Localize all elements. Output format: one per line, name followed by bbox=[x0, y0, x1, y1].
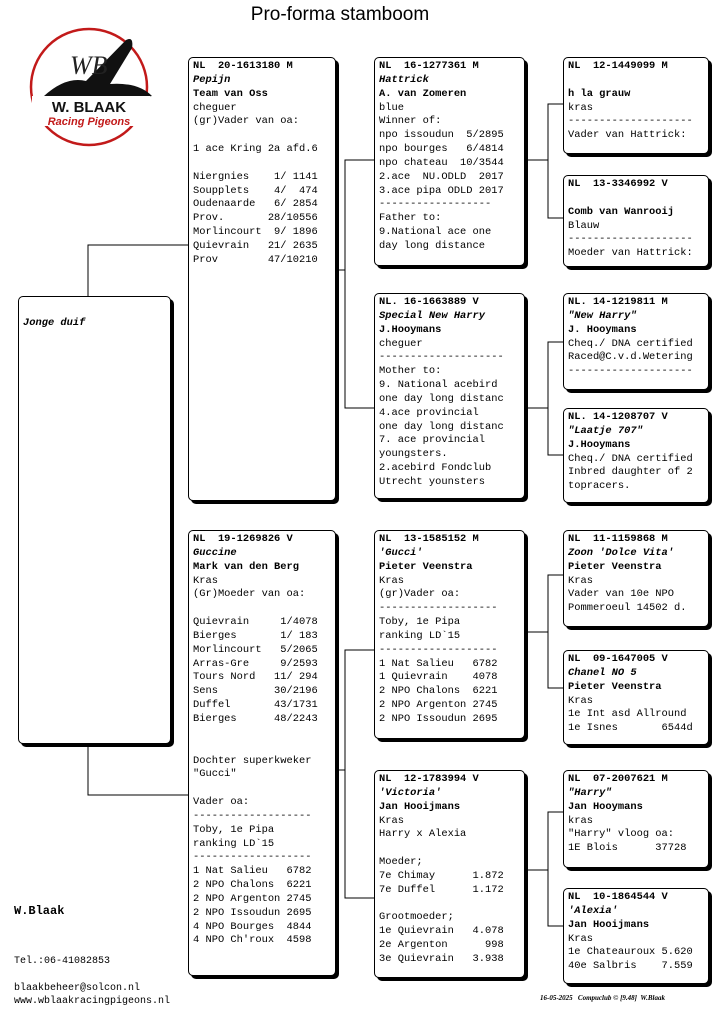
card-line: Comb van Wanrooij bbox=[568, 205, 675, 218]
card-sire-sire-sire bbox=[563, 57, 709, 154]
card-line: ranking LD`15 bbox=[379, 629, 461, 642]
card-line: Chanel NO 5 bbox=[568, 666, 637, 679]
card-line: "New Harry" bbox=[568, 309, 637, 322]
card-line: ------------------- bbox=[193, 851, 312, 864]
card-line: Moeder; bbox=[379, 856, 423, 869]
card-line: Quievrain 21/ 2635 bbox=[193, 239, 318, 252]
card-sire-dam-dam bbox=[563, 408, 709, 503]
card-line: (Gr)Moeder van oa: bbox=[193, 588, 306, 601]
card-dam-sire bbox=[374, 530, 525, 739]
footer-software: Compuclub © [9.48] bbox=[577, 994, 638, 1002]
card-line: youngsters. bbox=[379, 448, 448, 461]
card-line: A. van Zomeren bbox=[379, 87, 467, 100]
card-line bbox=[193, 129, 331, 143]
ring-number: NL 16-1277361 M bbox=[379, 60, 479, 72]
ring-number: NL 13-1585152 M bbox=[379, 533, 479, 545]
card-line: 3.ace pipa ODLD 2017 bbox=[379, 184, 504, 197]
page-title: Pro-forma stamboom bbox=[250, 4, 430, 25]
card-line: 1 Quievrain 4078 bbox=[379, 671, 498, 684]
card-line: Mother to: bbox=[379, 365, 442, 378]
card-line bbox=[568, 192, 704, 206]
card-line: 9.National ace one bbox=[379, 226, 492, 239]
card-line bbox=[193, 727, 331, 741]
card-line: 2e Argenton 998 bbox=[379, 939, 504, 952]
card-line: Toby, 1e Pipa bbox=[193, 823, 275, 836]
card-line: 'Alexia' bbox=[568, 904, 618, 917]
card-line: 40e Salbris 7.559 bbox=[568, 960, 693, 973]
card-line: Arras-Gre 9/2593 bbox=[193, 657, 318, 670]
card-line: Bierges 48/2243 bbox=[193, 712, 318, 725]
card-line: Raced@C.v.d.Wetering bbox=[568, 351, 693, 364]
card-line: 9. National acebird bbox=[379, 379, 498, 392]
card-line bbox=[379, 842, 520, 856]
card-line: Pepijn bbox=[193, 73, 231, 86]
card-line: 1 Nat Salieu 6782 bbox=[379, 657, 498, 670]
ring-number: NL 11-1159868 M bbox=[568, 533, 668, 545]
card-line: 1e Isnes 6544d bbox=[568, 722, 693, 735]
svg-text:WB: WB bbox=[70, 51, 108, 80]
card-line: 2.acebird Fondclub bbox=[379, 462, 492, 475]
card-sire-sire bbox=[374, 57, 525, 266]
footer bbox=[540, 994, 665, 1002]
card-line: J. Hooymans bbox=[568, 323, 637, 336]
card-line: Dochter superkweker bbox=[193, 754, 312, 767]
card-line: Jan Hooymans bbox=[568, 800, 643, 813]
card-line: Pieter Veenstra bbox=[379, 560, 473, 573]
card-line: "Harry" bbox=[568, 786, 612, 799]
card-line: Kras bbox=[568, 694, 593, 707]
card-line: 1e Quievrain 4.078 bbox=[379, 925, 504, 938]
card-line: 2 NPO Issoudun 2695 bbox=[193, 906, 312, 919]
card-dam-dam-sire bbox=[563, 770, 709, 868]
card-sire bbox=[188, 57, 336, 501]
ring-number: NL 07-2007621 M bbox=[568, 773, 668, 785]
card-line: Morlincourt 9/ 1896 bbox=[193, 226, 318, 239]
card-line: Inbred daughter of 2 bbox=[568, 466, 693, 479]
card-line: 'Gucci' bbox=[379, 546, 423, 559]
card-line: -------------------- bbox=[568, 365, 693, 378]
card-sire-sire-dam bbox=[563, 175, 709, 267]
card-line: Harry x Alexia bbox=[379, 828, 467, 841]
ring-number: NL. 16-1663889 V bbox=[379, 296, 479, 308]
card-line: Pieter Veenstra bbox=[568, 680, 662, 693]
card-line: 2 NPO Issoudun 2695 bbox=[379, 712, 498, 725]
card-line: Jan Hooijmans bbox=[379, 800, 461, 813]
card-line: Kras bbox=[193, 574, 218, 587]
card-line: Blauw bbox=[568, 219, 600, 232]
card-line: 7. ace provincial bbox=[379, 434, 486, 447]
footer-date: 16-05-2025 bbox=[540, 994, 573, 1002]
card-line: h la grauw bbox=[568, 87, 631, 100]
logo-tagline: Racing Pigeons bbox=[47, 116, 131, 128]
card-line: 4.ace provincial bbox=[379, 406, 479, 419]
card-line: 1 Nat Salieu 6782 bbox=[193, 865, 312, 878]
card-line bbox=[193, 782, 331, 796]
ring-number: NL 10-1864544 V bbox=[568, 891, 668, 903]
card-line: Oudenaarde 6/ 2854 bbox=[193, 198, 318, 211]
card-line bbox=[193, 602, 331, 616]
card-line: Kras bbox=[568, 932, 593, 945]
card-line: Jan Hooijmans bbox=[568, 918, 650, 931]
card-line: "Gucci" bbox=[193, 768, 237, 781]
card-sire-dam bbox=[374, 293, 525, 499]
ring-number: NL. 14-1219811 M bbox=[568, 296, 668, 308]
card-line: J.Hooymans bbox=[568, 438, 631, 451]
card-line: Cheq./ DNA certified bbox=[568, 337, 693, 350]
card-line: Pieter Veenstra bbox=[568, 560, 662, 573]
card-line: 2 NPO Chalons 6221 bbox=[193, 879, 312, 892]
card-line: one day long distanc bbox=[379, 420, 504, 433]
card-line: 7e Chimay 1.872 bbox=[379, 869, 504, 882]
card-line: blue bbox=[379, 101, 404, 114]
card-line: kras bbox=[568, 101, 593, 114]
card-line: "Laatje 707" bbox=[568, 424, 643, 437]
card-line: (gr)Vader van oa: bbox=[193, 115, 300, 128]
card-line bbox=[193, 157, 331, 171]
card-line: Mark van den Berg bbox=[193, 560, 300, 573]
card-line: 2.ace NU.ODLD 2017 bbox=[379, 170, 504, 183]
card-line: -------------------- bbox=[568, 233, 693, 246]
card-line: Kras bbox=[379, 574, 404, 587]
card-dam-sire-sire bbox=[563, 530, 709, 627]
card-line: Pommeroeul 14502 d. bbox=[568, 602, 687, 615]
owner-name: W.Blaak bbox=[14, 904, 65, 918]
card-line: J.Hooymans bbox=[379, 323, 442, 336]
card-line: Team van Oss bbox=[193, 87, 268, 100]
card-line: Cheq./ DNA certified bbox=[568, 452, 693, 465]
card-line: ------------------- bbox=[379, 602, 498, 615]
card-dam-sire-dam bbox=[563, 650, 709, 745]
card-line: Moeder van Hattrick: bbox=[568, 247, 693, 260]
card-line: 2 NPO Argenton 2745 bbox=[379, 699, 498, 712]
ring-number: NL 20-1613180 M bbox=[193, 60, 293, 72]
card-line: topracers. bbox=[568, 480, 631, 493]
card-line: npo chateau 10/3544 bbox=[379, 156, 504, 169]
card-line: 2 NPO Chalons 6221 bbox=[379, 685, 498, 698]
card-sire-dam-sire bbox=[563, 293, 709, 390]
owner-website[interactable]: www.wblaakracingpigeons.nl bbox=[14, 996, 171, 1007]
card-line: -------------------- bbox=[379, 351, 504, 364]
card-line: kras bbox=[568, 814, 593, 827]
ring-number: NL 13-3346992 V bbox=[568, 178, 668, 190]
card-line: 2 NPO Argenton 2745 bbox=[193, 892, 312, 905]
card-line: Vader van Hattrick: bbox=[568, 129, 687, 142]
card-dam-dam bbox=[374, 770, 525, 978]
card-line: npo issoudun 5/2895 bbox=[379, 129, 504, 142]
card-line: Tours Nord 11/ 294 bbox=[193, 671, 318, 684]
card-line: Guccine bbox=[193, 546, 237, 559]
card-line: ranking LD`15 bbox=[193, 837, 275, 850]
card-line bbox=[193, 741, 331, 755]
card-line: Utrecht younsters bbox=[379, 475, 486, 488]
card-line: Zoon 'Dolce Vita' bbox=[568, 546, 675, 559]
card-line: ------------------- bbox=[379, 643, 498, 656]
card-line: Winner of: bbox=[379, 115, 442, 128]
card-subject bbox=[18, 296, 171, 744]
subject-label: Jonge duif bbox=[23, 317, 86, 329]
card-line: Kras bbox=[568, 574, 593, 587]
card-line: one day long distanc bbox=[379, 392, 504, 405]
card-line: day long distance bbox=[379, 239, 486, 252]
owner-email[interactable]: blaakbeheer@solcon.nl bbox=[14, 983, 141, 994]
card-line: Vader oa: bbox=[193, 796, 250, 809]
card-line: Kras bbox=[379, 814, 404, 827]
card-line: Hattrick bbox=[379, 73, 429, 86]
card-line: Toby, 1e Pipa bbox=[379, 616, 461, 629]
card-line: Vader van 10e NPO bbox=[568, 588, 675, 601]
card-line: (gr)Vader oa: bbox=[379, 588, 461, 601]
card-line: 4 NPO Bourges 4844 bbox=[193, 920, 312, 933]
card-line: Father to: bbox=[379, 212, 442, 225]
card-line bbox=[568, 74, 704, 88]
card-line: 7e Duffel 1.172 bbox=[379, 883, 504, 896]
card-line: Special New Harry bbox=[379, 309, 486, 322]
footer-owner: W.Blaak bbox=[640, 994, 665, 1002]
card-line: ------------------- bbox=[193, 809, 312, 822]
card-line: npo bourges 6/4814 bbox=[379, 143, 504, 156]
ring-number: NL 12-1449099 M bbox=[568, 60, 668, 72]
card-line: 1E Blois 37728 bbox=[568, 842, 687, 855]
card-line: -------------------- bbox=[568, 115, 693, 128]
card-line: 4 NPO Ch'roux 4598 bbox=[193, 934, 312, 947]
card-dam-dam-dam bbox=[563, 888, 709, 984]
ring-number: NL 12-1783994 V bbox=[379, 773, 479, 785]
card-line: 3e Quievrain 3.938 bbox=[379, 952, 504, 965]
card-line bbox=[379, 898, 520, 912]
card-line: Sens 30/2196 bbox=[193, 685, 318, 698]
card-line: 1e Chateauroux 5.620 bbox=[568, 946, 693, 959]
card-line: 1e Int asd Allround bbox=[568, 708, 687, 721]
ring-number: NL 19-1269826 V bbox=[193, 533, 293, 545]
card-line: cheguer bbox=[193, 101, 237, 114]
card-line: cheguer bbox=[379, 337, 423, 350]
card-line: "Harry" vloog oa: bbox=[568, 828, 675, 841]
card-line: 'Victoria' bbox=[379, 786, 442, 799]
card-line: Bierges 1/ 183 bbox=[193, 629, 318, 642]
card-line: ------------------ bbox=[379, 198, 492, 211]
ring-number: NL. 14-1208707 V bbox=[568, 411, 668, 423]
card-line: Duffel 43/1731 bbox=[193, 699, 318, 712]
card-dam bbox=[188, 530, 336, 976]
card-line: Soupplets 4/ 474 bbox=[193, 184, 318, 197]
card-line: Prov 47/10210 bbox=[193, 253, 318, 266]
logo-name: W. BLAAK bbox=[51, 99, 127, 116]
card-line: Quievrain 1/4078 bbox=[193, 616, 318, 629]
card-line: Prov. 28/10556 bbox=[193, 212, 318, 225]
card-line: 1 ace Kring 2a afd.6 bbox=[193, 143, 318, 156]
card-line: Niergnies 1/ 1141 bbox=[193, 170, 318, 183]
owner-phone: Tel.:06-41082853 bbox=[14, 956, 111, 967]
card-line: Morlincourt 5/2065 bbox=[193, 643, 318, 656]
ring-number: NL 09-1647005 V bbox=[568, 653, 668, 665]
card-line: Grootmoeder; bbox=[379, 911, 454, 924]
